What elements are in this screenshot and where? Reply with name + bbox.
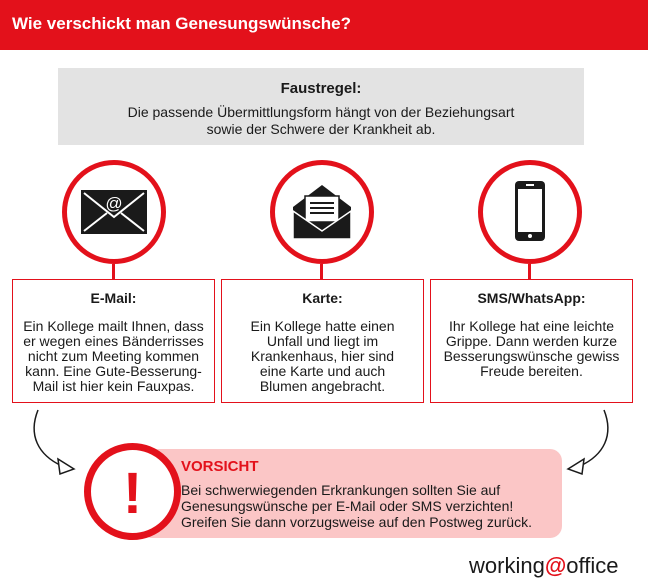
card-email-text: Ein Kollege mailt Ihnen, dass er wegen eines Bänderrisses nicht zum Meeting kommen kann. Eine Gute-Besserung-Mail ist hier kein Fauxpas. [23,318,204,394]
card-envelope-icon [275,165,369,259]
email-icon-circle [62,160,166,264]
card-letter-text: Ein Kollege hatte einen Unfall und liegt im Krankenhaus, hier sind eine Karte und auch Blumen angebracht. [250,318,395,394]
right-arrow-head [568,459,584,474]
connector-card [320,264,323,280]
warning-icon-circle [84,443,181,540]
smartphone-icon [483,165,577,259]
rule-text: Die passende Übermittlungsform hängt von der Beziehungsart sowie der Schwere der Krankheit ab. [127,104,515,137]
sms-icon-circle [478,160,582,264]
card-icon-circle [270,160,374,264]
exclamation-glyph: ! [122,461,143,526]
rule-of-thumb-box [58,68,584,145]
header-bar [0,0,648,50]
warning-title: VORSICHT [181,458,259,475]
right-curve-arrow [580,410,608,466]
card-sms-text: Ihr Kollege hat eine leichte Grippe. Dann werden kurze Besserungswünsche gewiss Freude bereiten. [443,318,620,379]
page-title: Wie verschickt man Genesungswünsche? [12,14,352,33]
logo-part-working: working [469,553,545,578]
card-email-title: E-Mail: [90,290,137,306]
left-arrow-head [58,459,74,474]
card-letter [221,279,424,403]
brand-logo [469,553,639,583]
at-sign-glyph: @ [105,194,123,213]
rule-title: Faustregel: [280,80,362,97]
warning-box [140,449,562,538]
card-email [12,279,215,403]
connector-sms [528,264,531,280]
exclamation-icon [91,450,174,533]
card-letter-title: Karte: [302,290,343,306]
card-sms-title: SMS/WhatsApp: [477,290,586,306]
connector-email [112,264,115,280]
logo-at-sign: @ [544,553,567,578]
email-envelope-icon [67,165,161,259]
logo-part-office: office [566,553,619,578]
warning-text: Bei schwerwiegenden Erkrankungen sollten Sie auf Genesungswünsche per E-Mail oder SMS verzichten! Greifen Sie dann vorzugsweise auf den Postweg zurück. [181,482,532,530]
left-curve-arrow [34,410,62,466]
card-sms [430,279,633,403]
